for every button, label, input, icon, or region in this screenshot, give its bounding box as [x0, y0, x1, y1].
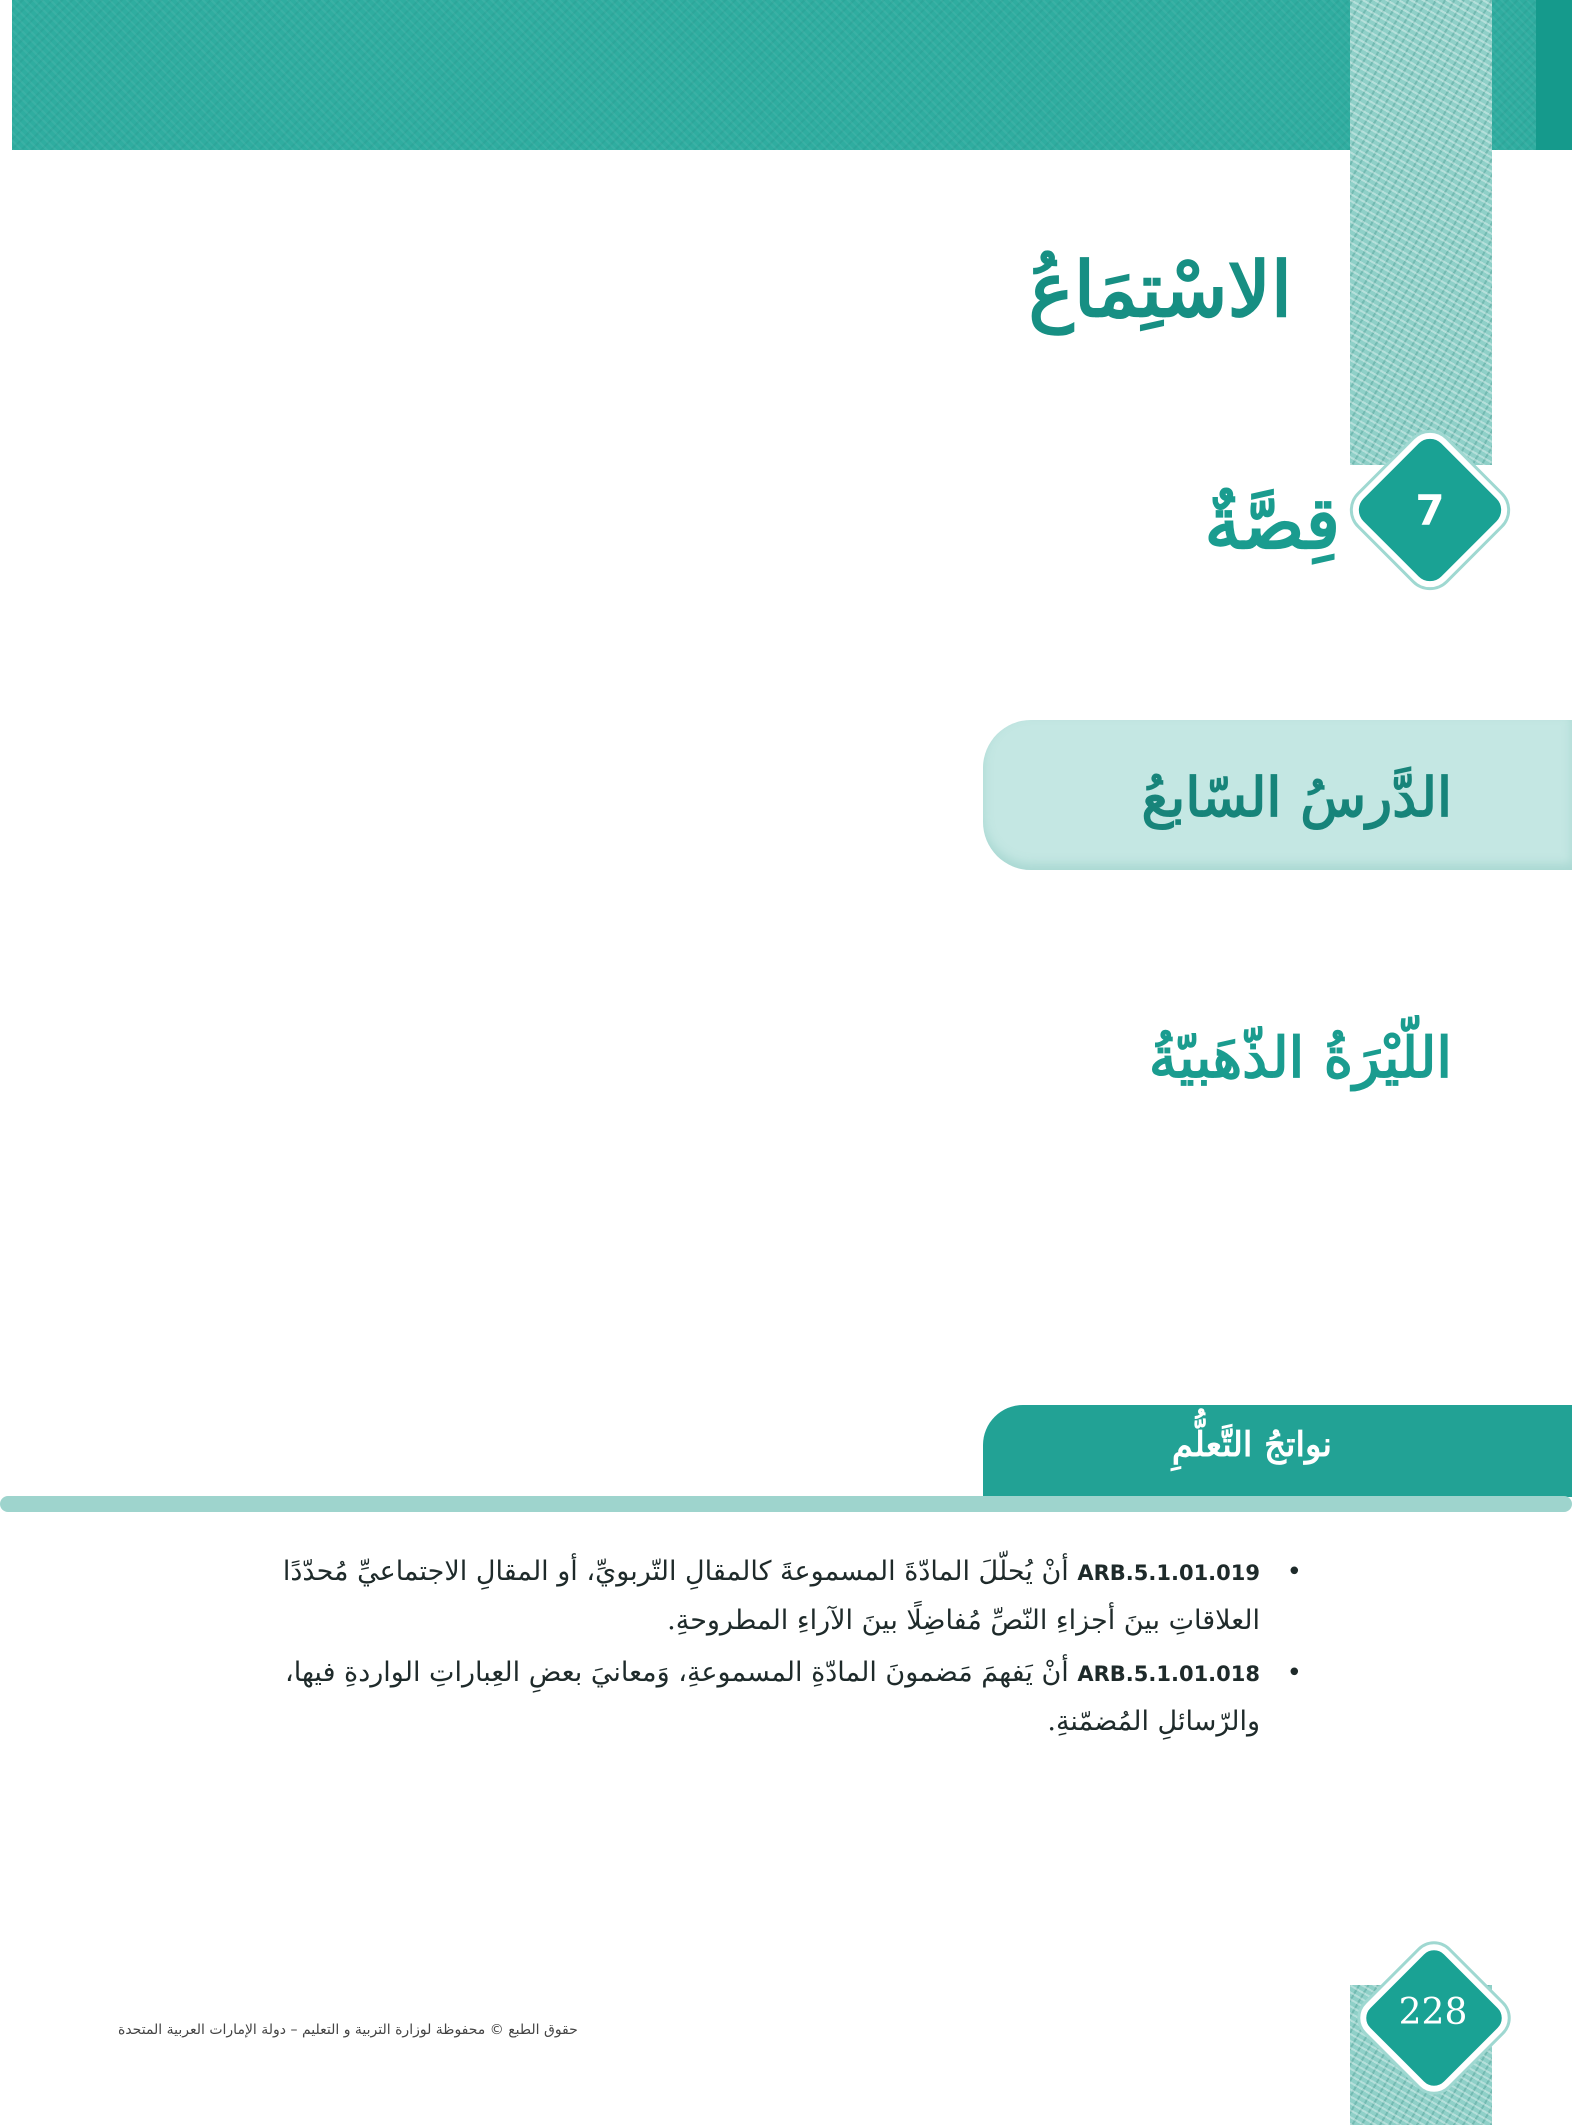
- learning-outcomes-label: نواتجُ التَّعلُّمِ: [1171, 1425, 1332, 1465]
- bullet-icon: •: [1286, 1557, 1302, 1587]
- story-title: اللّيْرَةُ الذّهَبيّةُ: [1148, 1025, 1452, 1091]
- learning-outcomes-list: [232, 1548, 1302, 1750]
- outcome-text: أنْ يَفهمَ مَضمونَ المادّةِ المسموعةِ، وَمعانيَ بعضِ العِباراتِ الواردةِ فيها، والرّسائلِ المُضمّنةِ.: [285, 1657, 1260, 1737]
- top-header-band-end: [1536, 0, 1572, 150]
- outcome-code: ARB.5.1.01.019: [1077, 1561, 1260, 1585]
- learning-outcome-item: [232, 1548, 1302, 1645]
- outcome-code: ARB.5.1.01.018: [1077, 1662, 1260, 1686]
- outcome-text: أنْ يُحلّلَ المادّةَ المسموعةَ كالمقالِ التّربويِّ، أو المقالِ الاجتماعيِّ مُحدّدًا العلاقاتِ بينَ أجزاءِ النّصِّ مُفاضِلًا بينَ الآراءِ المطروحةِ.: [282, 1556, 1260, 1636]
- page-number: 228: [1398, 1992, 1468, 2033]
- bullet-icon: •: [1286, 1658, 1302, 1688]
- section-title: الاسْتِمَاعُ: [1028, 245, 1292, 334]
- side-decorative-strip: [1350, 0, 1492, 465]
- lesson-title: الدَّرسُ السّابعُ: [1141, 765, 1452, 829]
- unit-number: 7: [1415, 486, 1445, 535]
- learning-outcome-item: [232, 1649, 1302, 1746]
- copyright-notice: حقوق الطبع © محفوظة لوزارة التربية و التعليم – دولة الإمارات العربية المتحدة: [118, 2022, 578, 2038]
- top-header-band: [12, 0, 1567, 150]
- learning-outcomes-divider: [0, 1496, 1572, 1512]
- unit-title: قِصَّةٌ: [1204, 480, 1340, 565]
